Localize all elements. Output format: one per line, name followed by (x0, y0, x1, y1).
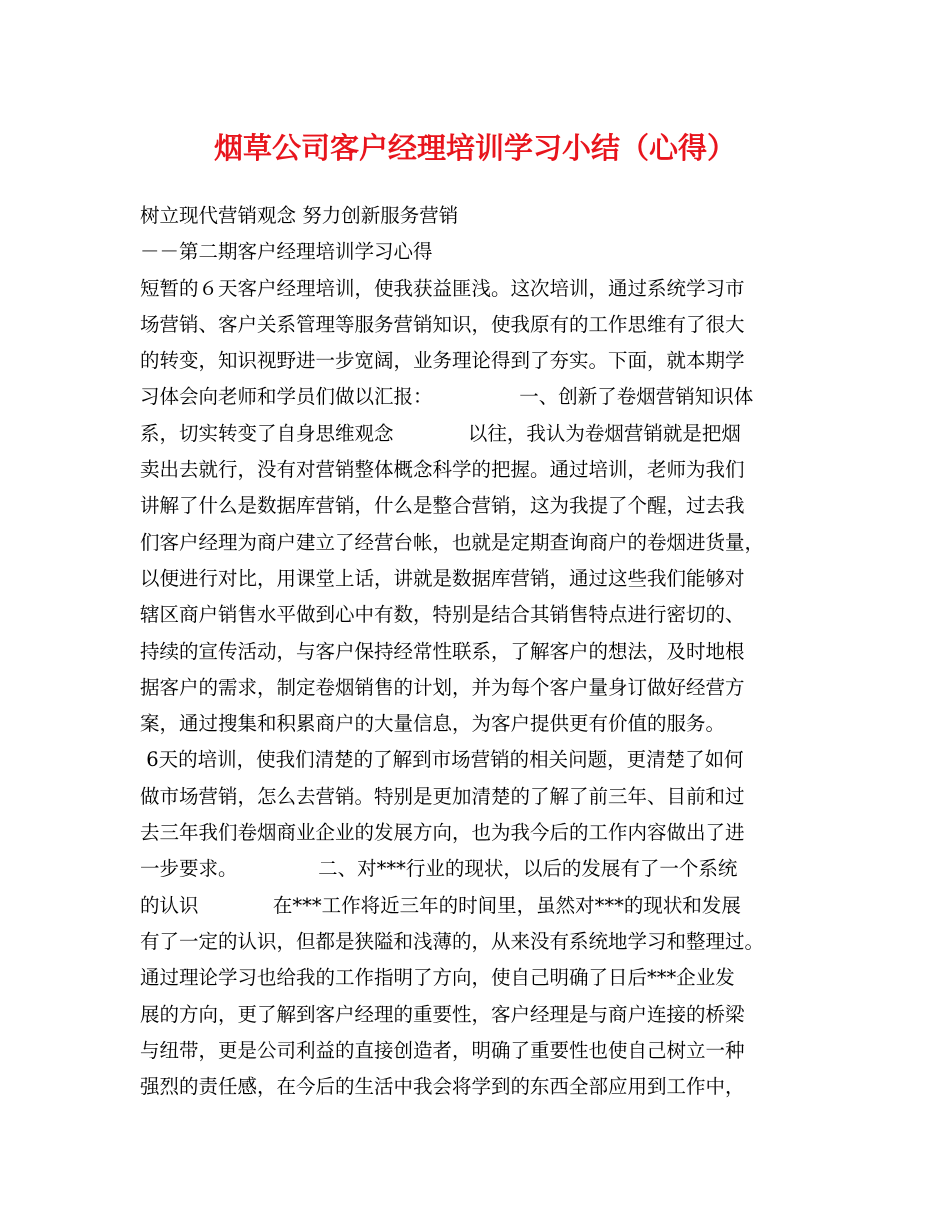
body-line: 讲解了什么是数据库营销，什么是整合营销，这为我提了个醒，过去我 (140, 494, 745, 518)
body-line: 去三年我们卷烟商业企业的发展方向，也为我今后的工作内容做出了进 (140, 821, 745, 845)
body-line: 持续的宣传活动，与客户保持经常性联系，了解客户的想法，及时地根 (140, 639, 745, 663)
body-line: 系，切实转变了自身思维观念 以往，我认为卷烟营销就是把烟 (140, 421, 741, 445)
body-line: 短暂的６天客户经理培训，使我获益匪浅。这次培训，通过系统学习市 (140, 276, 745, 300)
body-line: 据客户的需求，制定卷烟销售的计划，并为每个客户量身订做好经营方 (140, 675, 745, 699)
document-body (140, 198, 840, 1105)
body-line: 一步要求。 二、对***行业的现状，以后的发展有了一个系统 (140, 857, 738, 881)
body-line: 辖区商户销售水平做到心中有数，特别是结合其销售特点进行密切的、 (140, 603, 745, 627)
body-line: 6天的培训，使我们清楚的了解到市场营销的相关问题，更清楚了如何 (140, 748, 744, 772)
body-line: 展的方向，更了解到客户经理的重要性，客户经理是与商户连接的桥梁 (140, 1002, 745, 1026)
body-line: 与纽带，更是公司利益的直接创造者，明确了重要性也使自己树立一种 (140, 1038, 745, 1062)
body-line: 以便进行对比，用课堂上话，讲就是数据库营销，通过这些我们能够对 (140, 566, 745, 590)
body-line: －－第二期客户经理培训学习心得 (140, 240, 433, 264)
body-line: 们客户经理为商户建立了经营台帐，也就是定期查询商户的卷烟进货量， (140, 530, 765, 554)
body-line: 强烈的责任感，在今后的生活中我会将学到的东西全部应用到工作中， (140, 1075, 745, 1099)
body-line: 的转变，知识视野进一步宽阔，业务理论得到了夯实。下面，就本期学 (140, 349, 745, 373)
body-line: 卖出去就行，没有对营销整体概念科学的把握。通过培训，老师为我们 (140, 458, 745, 482)
body-line: 的认识 在***工作将近三年的时间里，虽然对***的现状和发展 (140, 893, 741, 917)
document-title: 烟草公司客户经理培训学习小结（心得） (213, 131, 736, 165)
body-line: 场营销、客户关系管理等服务营销知识，使我原有的工作思维有了很大 (140, 312, 745, 336)
body-line: 通过理论学习也给我的工作指明了方向，使自己明确了日后***企业发 (140, 966, 735, 990)
body-line: 做市场营销，怎么去营销。特别是更加清楚的了解了前三年、目前和过 (140, 784, 745, 808)
body-line: 习体会向老师和学员们做以汇报： 一、创新了卷烟营销知识体 (140, 385, 754, 409)
body-line: 树立现代营销观念 努力创新服务营销 (140, 204, 459, 227)
body-line: 有了一定的认识，但都是狭隘和浅薄的，从来没有系统地学习和整理过。 (140, 929, 765, 953)
body-line: 案，通过搜集和积累商户的大量信息，为客户提供更有价值的服务。 (140, 712, 726, 736)
